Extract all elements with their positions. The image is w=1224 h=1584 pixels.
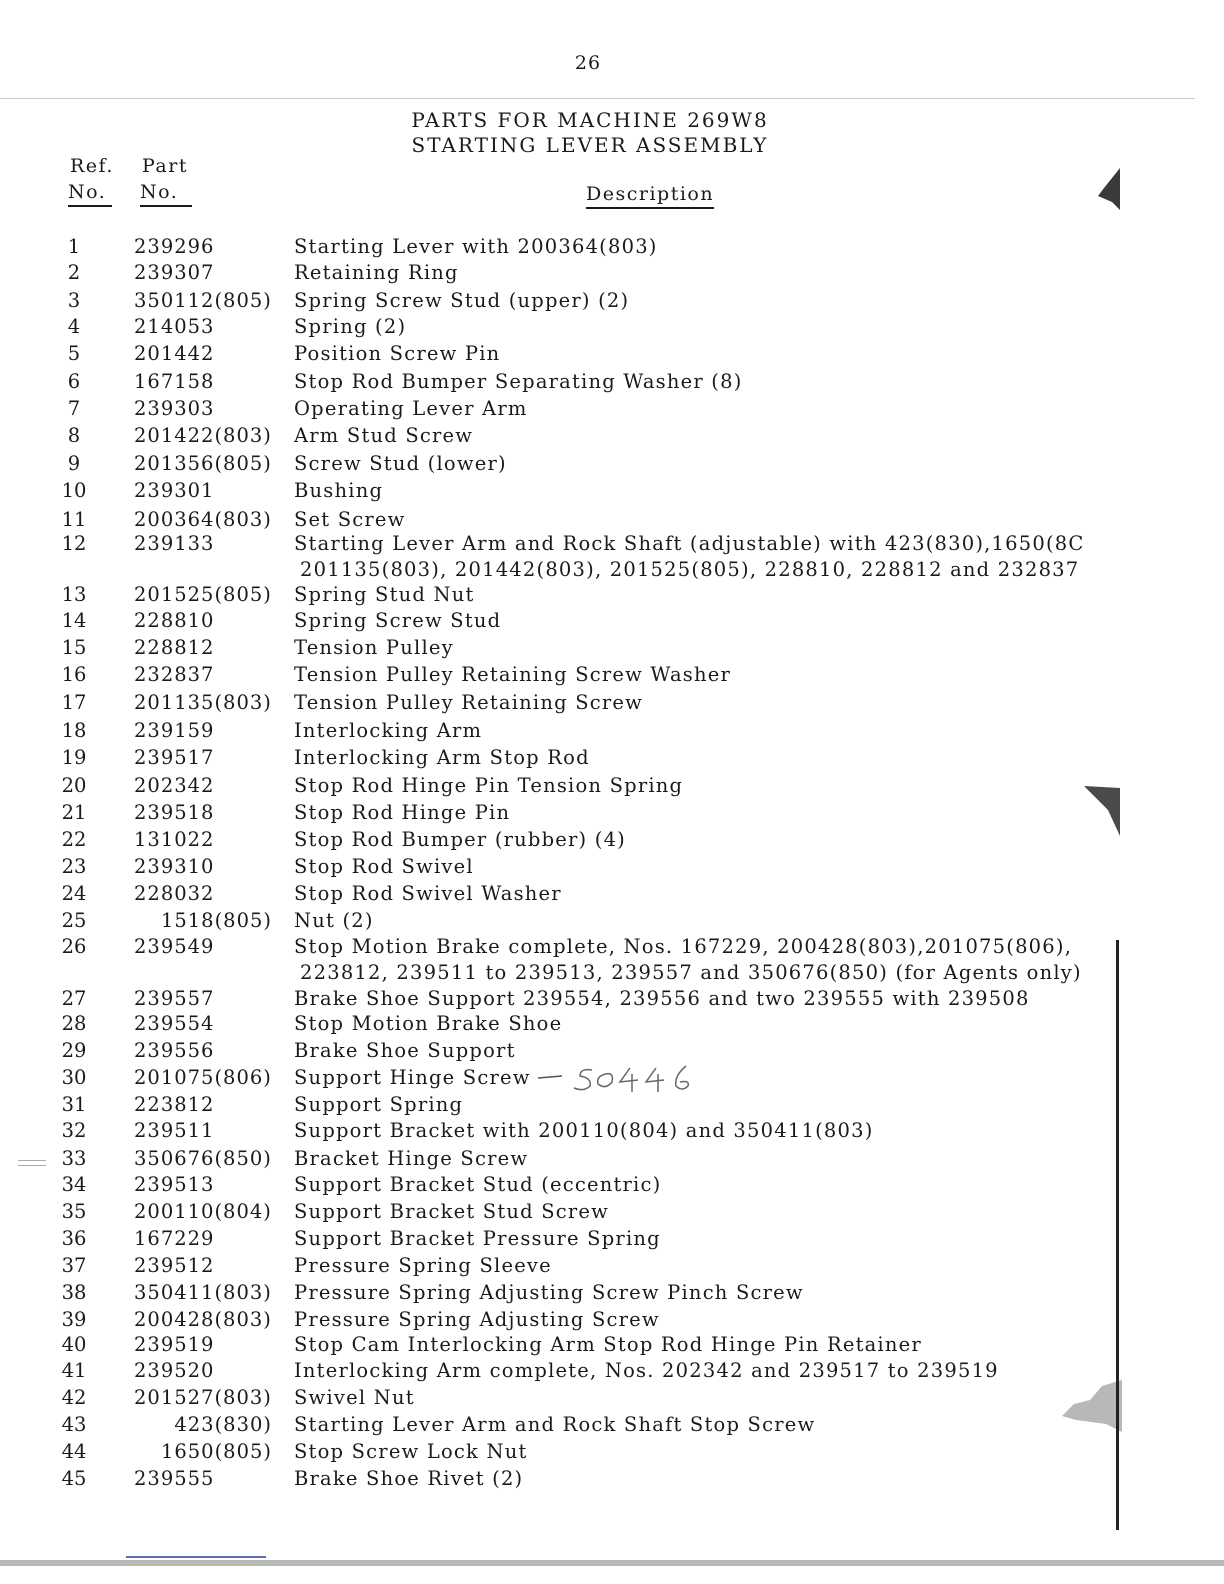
part-description: Support Hinge Screw: [294, 1066, 531, 1089]
ref-number: 2: [67, 261, 81, 284]
ref-number: 26: [61, 935, 87, 958]
parts-row: [0, 1280, 1224, 1306]
parts-row: [0, 1253, 1224, 1279]
parts-row: [0, 369, 1224, 395]
ref-number: 19: [61, 746, 87, 769]
part-number: 239549: [134, 935, 215, 958]
part-description: Stop Rod Bumper Separating Washer (8): [294, 370, 743, 393]
parts-row: [0, 1439, 1224, 1465]
parts-row: [0, 827, 1224, 853]
part-description: Pressure Spring Sleeve: [294, 1254, 552, 1277]
part-number: 1518(805): [160, 909, 272, 932]
ref-number: 27: [61, 987, 87, 1010]
part-description: Spring Stud Nut: [294, 583, 475, 606]
part-number: 201442: [134, 342, 215, 365]
part-number: 239520: [134, 1359, 215, 1382]
ref-number: 5: [67, 342, 81, 365]
parts-row: [0, 1466, 1224, 1492]
part-description: Spring Screw Stud (upper) (2): [294, 289, 630, 312]
ref-number: 8: [67, 424, 81, 447]
ref-number: 15: [61, 636, 87, 659]
parts-row: [0, 745, 1224, 771]
part-description: Brake Shoe Support: [294, 1039, 516, 1062]
ref-number: 16: [61, 663, 87, 686]
part-number: 201356(805): [134, 452, 272, 475]
part-number: 239303: [134, 397, 215, 420]
description-header: Description: [586, 183, 714, 209]
ref-number: 44: [61, 1440, 87, 1463]
part-number: 239159: [134, 719, 215, 742]
part-description-continued: 201135(803), 201442(803), 201525(805), 228810, 228812 and 232837: [300, 558, 1080, 581]
part-description: Support Bracket Stud (eccentric): [294, 1173, 662, 1196]
part-number: 167229: [134, 1227, 215, 1250]
part-number: 239296: [134, 235, 215, 258]
part-number: 239511: [134, 1119, 215, 1142]
part-number: 239512: [134, 1254, 215, 1277]
ref-number: 21: [61, 801, 87, 824]
part-description: Retaining Ring: [294, 261, 459, 284]
part-description: Interlocking Arm: [294, 719, 483, 742]
part-number: 201075(806): [134, 1066, 272, 1089]
page-tear-mark: [1090, 166, 1124, 216]
part-description: Pressure Spring Adjusting Screw Pinch Screw: [294, 1281, 804, 1304]
ref-number: 38: [61, 1281, 87, 1304]
part-description: Interlocking Arm complete, Nos. 202342 and 239517 to 239519: [294, 1359, 999, 1382]
parts-row: [0, 1226, 1224, 1252]
ref-number: 35: [61, 1200, 87, 1223]
parts-row: [0, 582, 1224, 608]
part-description: Stop Rod Bumper (rubber) (4): [294, 828, 626, 851]
ref-number: 37: [61, 1254, 87, 1277]
ref-number: 31: [61, 1093, 87, 1116]
parts-row: [0, 986, 1224, 1012]
parts-row: [0, 396, 1224, 422]
ref-number: 33: [61, 1147, 87, 1170]
ref-number: 13: [61, 583, 87, 606]
part-number: 239555: [134, 1467, 215, 1490]
part-number: 1650(805): [160, 1440, 272, 1463]
parts-row: [0, 423, 1224, 449]
part-description: Swivel Nut: [294, 1386, 415, 1409]
ref-number: 17: [61, 691, 87, 714]
part-number: 131022: [134, 828, 215, 851]
parts-row: [0, 773, 1224, 799]
page-title: PARTS FOR MACHINE 269W8: [411, 108, 769, 132]
part-description: Interlocking Arm Stop Rod: [294, 746, 590, 769]
part-description: Stop Rod Swivel: [294, 855, 474, 878]
part-description: Support Spring: [294, 1093, 464, 1116]
part-number: 239307: [134, 261, 215, 284]
parts-row: [0, 934, 1224, 984]
ref-number: 20: [61, 774, 87, 797]
part-number: 228032: [134, 882, 215, 905]
ref-number: 7: [67, 397, 81, 420]
part-description: Support Bracket Stud Screw: [294, 1200, 610, 1223]
part-description: Bracket Hinge Screw: [294, 1147, 529, 1170]
parts-row: [0, 662, 1224, 688]
part-description: Stop Rod Hinge Pin: [294, 801, 511, 824]
part-number: 200428(803): [134, 1308, 272, 1331]
part-description: Pressure Spring Adjusting Screw: [294, 1308, 660, 1331]
parts-row: [0, 1011, 1224, 1037]
ref-header-line2: No.: [68, 181, 112, 207]
ref-number: 12: [61, 532, 87, 555]
parts-row: [0, 1146, 1224, 1172]
ref-number: 18: [61, 719, 87, 742]
ref-number: 36: [61, 1227, 87, 1250]
parts-row: [0, 1307, 1224, 1333]
ref-number: 34: [61, 1173, 87, 1196]
parts-row: [0, 635, 1224, 661]
part-description: Tension Pulley Retaining Screw Washer: [294, 663, 732, 686]
part-number: 239133: [134, 532, 215, 555]
part-description: Stop Cam Interlocking Arm Stop Rod Hinge Pin Retainer: [294, 1333, 922, 1356]
parts-row: [0, 451, 1224, 477]
ref-number: 6: [67, 370, 81, 393]
parts-row: [0, 854, 1224, 880]
part-number: 239517: [134, 746, 215, 769]
ref-number: 32: [61, 1119, 87, 1142]
ref-number: 14: [61, 609, 87, 632]
ref-number: 4: [67, 315, 81, 338]
ref-number: 3: [67, 289, 81, 312]
ref-number: 41: [61, 1359, 87, 1382]
ref-number: 39: [61, 1308, 87, 1331]
ref-number: 29: [61, 1039, 87, 1062]
part-description: Set Screw: [294, 508, 406, 531]
part-number: 223812: [134, 1093, 215, 1116]
parts-row: [0, 288, 1224, 314]
part-header-line1: Part: [142, 155, 188, 177]
part-description: Tension Pulley: [294, 636, 454, 659]
ref-number: 40: [61, 1333, 87, 1356]
ref-number: 25: [61, 909, 87, 932]
ref-number: 23: [61, 855, 87, 878]
part-number: 201527(803): [134, 1386, 272, 1409]
page-tear-mark: [1056, 1376, 1124, 1436]
part-number: 239301: [134, 479, 215, 502]
part-number: 350676(850): [134, 1147, 272, 1170]
parts-row: [0, 507, 1224, 533]
part-number: 239519: [134, 1333, 215, 1356]
part-description: Operating Lever Arm: [294, 397, 528, 420]
parts-row: [0, 314, 1224, 340]
part-number: 239556: [134, 1039, 215, 1062]
page-tear-mark: [1080, 780, 1124, 840]
parts-row: [0, 234, 1224, 260]
part-description: Arm Stud Screw: [294, 424, 474, 447]
part-description: Stop Motion Brake complete, Nos. 167229, 200428(803),201075(806),: [294, 935, 1073, 958]
part-description: Support Bracket with 200110(804) and 350411(803): [294, 1119, 874, 1142]
ref-number: 22: [61, 828, 87, 851]
handwritten-note: [534, 1062, 704, 1096]
part-description-continued: 223812, 239511 to 239513, 239557 and 350676(850) (for Agents only): [300, 961, 1082, 984]
part-description: Support Bracket Pressure Spring: [294, 1227, 661, 1250]
parts-row: [0, 718, 1224, 744]
part-description: Nut (2): [294, 909, 374, 932]
parts-row: [0, 881, 1224, 907]
part-description: Brake Shoe Support 239554, 239556 and two 239555 with 239508: [294, 987, 1030, 1010]
part-description: Screw Stud (lower): [294, 452, 507, 475]
part-description: Stop Rod Swivel Washer: [294, 882, 562, 905]
part-number: 350112(805): [134, 289, 272, 312]
parts-row: [0, 1358, 1224, 1384]
part-description: Stop Rod Hinge Pin Tension Spring: [294, 774, 684, 797]
ref-number: 43: [61, 1413, 87, 1436]
parts-row: [0, 478, 1224, 504]
part-description: Stop Screw Lock Nut: [294, 1440, 528, 1463]
part-number: 214053: [134, 315, 215, 338]
part-number: 239310: [134, 855, 215, 878]
right-edge-bar: [1116, 940, 1119, 1530]
part-number: 202342: [134, 774, 215, 797]
parts-row: [0, 608, 1224, 634]
parts-row: [0, 908, 1224, 934]
parts-row: [0, 341, 1224, 367]
part-description: Starting Lever Arm and Rock Shaft (adjustable) with 423(830),1650(8C: [294, 532, 1085, 555]
margin-mark: [18, 1160, 46, 1166]
ref-header-line1: Ref.: [70, 155, 114, 177]
part-number: 200364(803): [134, 508, 272, 531]
parts-row: [0, 1118, 1224, 1144]
part-number: 423(830): [174, 1413, 272, 1436]
ref-number: 11: [61, 508, 87, 531]
part-number: 201525(805): [134, 583, 272, 606]
part-number: 201135(803): [134, 691, 272, 714]
part-description: Spring (2): [294, 315, 407, 338]
part-number: 239557: [134, 987, 215, 1010]
parts-row: [0, 1332, 1224, 1358]
ref-number: 42: [61, 1386, 87, 1409]
part-header-line2: No.: [140, 181, 192, 207]
ref-number: 28: [61, 1012, 87, 1035]
parts-row: [0, 800, 1224, 826]
part-description: Stop Motion Brake Shoe: [294, 1012, 563, 1035]
part-description: Position Screw Pin: [294, 342, 501, 365]
ref-number: 9: [67, 452, 81, 475]
part-description: Starting Lever with 200364(803): [294, 235, 658, 258]
bottom-mark: [126, 1556, 266, 1558]
ref-number: 1: [67, 235, 81, 258]
part-number: 239513: [134, 1173, 215, 1196]
bottom-edge: [0, 1560, 1224, 1566]
part-number: 350411(803): [134, 1281, 272, 1304]
part-number: 239554: [134, 1012, 215, 1035]
ref-number: 45: [61, 1467, 87, 1490]
part-number: 200110(804): [134, 1200, 272, 1223]
parts-row: [0, 1412, 1224, 1438]
parts-row: [0, 1385, 1224, 1411]
parts-row: [0, 260, 1224, 286]
part-number: 228810: [134, 609, 215, 632]
part-description: Tension Pulley Retaining Screw: [294, 691, 644, 714]
part-number: 201422(803): [134, 424, 272, 447]
part-number: 228812: [134, 636, 215, 659]
parts-row: [0, 1038, 1224, 1064]
parts-row: [0, 531, 1224, 581]
ref-number: 24: [61, 882, 87, 905]
part-number: 167158: [134, 370, 215, 393]
page-number: 26: [574, 52, 602, 74]
part-description: Starting Lever Arm and Rock Shaft Stop Screw: [294, 1413, 816, 1436]
part-number: 232837: [134, 663, 215, 686]
part-description: Spring Screw Stud: [294, 609, 502, 632]
parts-row: [0, 690, 1224, 716]
part-number: 239518: [134, 801, 215, 824]
page-subtitle: STARTING LEVER ASSEMBLY: [411, 133, 769, 157]
ref-number: 10: [61, 479, 87, 502]
ref-number: 30: [61, 1066, 87, 1089]
parts-row: [0, 1199, 1224, 1225]
part-description: Brake Shoe Rivet (2): [294, 1467, 524, 1490]
parts-row: [0, 1172, 1224, 1198]
part-description: Bushing: [294, 479, 384, 502]
